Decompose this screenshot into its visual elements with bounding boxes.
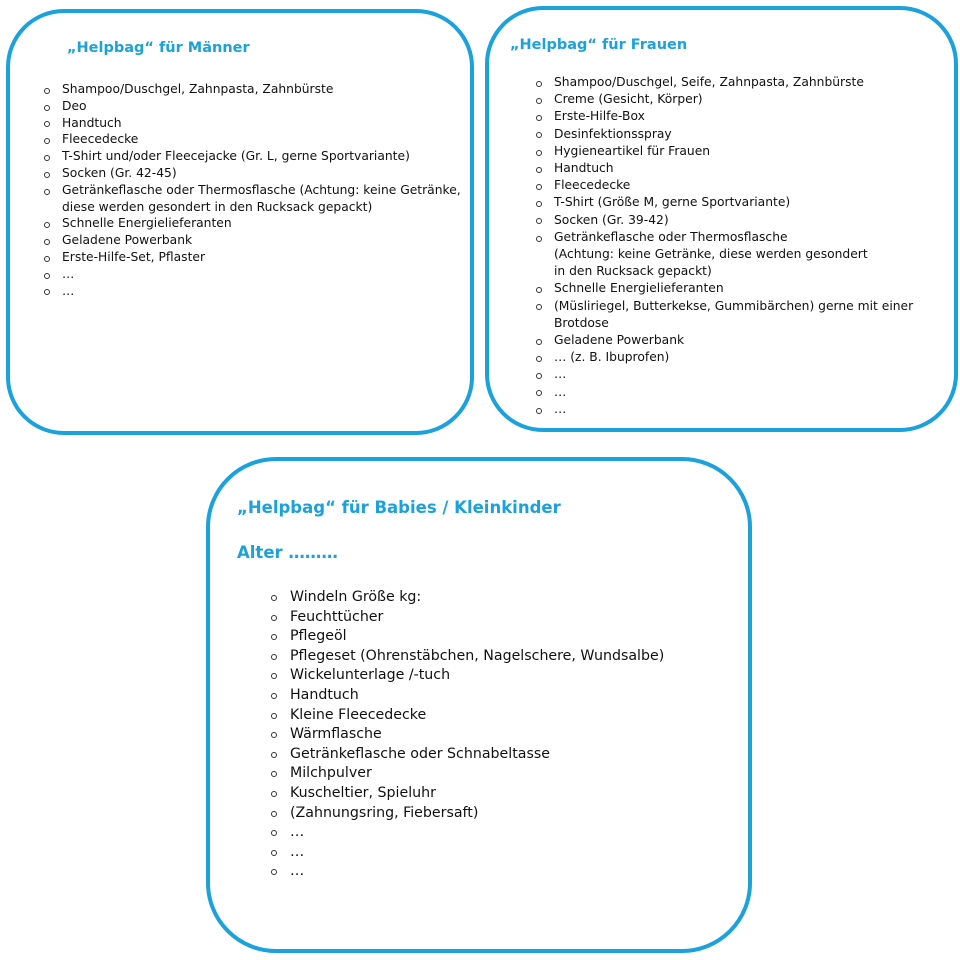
list-item: Windeln Größe kg: [290, 588, 664, 608]
list-item: … [290, 843, 664, 863]
age-line: Alter ……… [237, 543, 338, 562]
list-item: Wärmflasche [290, 725, 664, 745]
list-item: Handtuch [62, 115, 461, 132]
list-item: Kleine Fleecedecke [290, 706, 664, 726]
checklist [290, 588, 664, 882]
list-item: T-Shirt und/oder Fleecejacke (Gr. L, gerne Sportvariante) [62, 148, 461, 165]
list-item: Getränkeflasche oder Thermosflasche (Achtung: keine Getränke, diese werden gesondert in den Rucksack gepackt) [554, 229, 913, 281]
list-item: Erste-Hilfe-Box [554, 108, 913, 125]
list-item: Fleecedecke [62, 131, 461, 148]
list-item: (Müsliriegel, Butterkekse, Gummibärchen) gerne mit einer Brotdose [554, 298, 913, 332]
list-item: Schnelle Energielieferanten [62, 215, 461, 232]
list-item: Schnelle Energielieferanten [554, 280, 913, 297]
list-item: Geladene Powerbank [554, 332, 913, 349]
list-item: Pflegeöl [290, 627, 664, 647]
list-item: Getränkeflasche oder Thermosflasche (Achtung: keine Getränke, diese werden gesondert in den Rucksack gepackt) [62, 182, 461, 214]
list-item: … (z. B. Ibuprofen) [554, 349, 913, 366]
list-item: … [62, 266, 461, 283]
list-item: Geladene Powerbank [62, 232, 461, 249]
list-item: Kuscheltier, Spieluhr [290, 784, 664, 804]
list-item: Milchpulver [290, 764, 664, 784]
checklist [62, 81, 461, 299]
list-item: Wickelunterlage /-tuch [290, 666, 664, 686]
list-item: Erste-Hilfe-Set, Pflaster [62, 249, 461, 266]
list-item: Shampoo/Duschgel, Zahnpasta, Zahnbürste [62, 81, 461, 98]
list-item: … [290, 823, 664, 843]
list-item: Shampoo/Duschgel, Seife, Zahnpasta, Zahnbürste [554, 74, 913, 91]
helpbag-women-card [485, 6, 958, 432]
list-item: Socken (Gr. 42-45) [62, 165, 461, 182]
list-item: … [62, 283, 461, 300]
card-title: „Helpbag“ für Männer [67, 40, 250, 56]
checklist [554, 74, 913, 418]
card-title: „Helpbag“ für Frauen [510, 37, 688, 53]
helpbag-baby-card [206, 457, 752, 953]
list-item: (Zahnungsring, Fiebersaft) [290, 804, 664, 824]
list-item: … [554, 366, 913, 383]
list-item: Handtuch [290, 686, 664, 706]
list-item: Hygieneartikel für Frauen [554, 143, 913, 160]
card-title: „Helpbag“ für Babies / Kleinkinder [237, 498, 561, 517]
list-item: Socken (Gr. 39-42) [554, 212, 913, 229]
list-item: Feuchttücher [290, 608, 664, 628]
list-item: Deo [62, 98, 461, 115]
list-item: T-Shirt (Größe M, gerne Sportvariante) [554, 194, 913, 211]
list-item: … [554, 384, 913, 401]
list-item: … [290, 862, 664, 882]
list-item: Getränkeflasche oder Schnabeltasse [290, 745, 664, 765]
list-item: Fleecedecke [554, 177, 913, 194]
list-item: Desinfektionsspray [554, 126, 913, 143]
list-item: Handtuch [554, 160, 913, 177]
list-item: Creme (Gesicht, Körper) [554, 91, 913, 108]
list-item: … [554, 401, 913, 418]
helpbag-men-card [6, 9, 474, 435]
list-item: Pflegeset (Ohrenstäbchen, Nagelschere, Wundsalbe) [290, 647, 664, 667]
